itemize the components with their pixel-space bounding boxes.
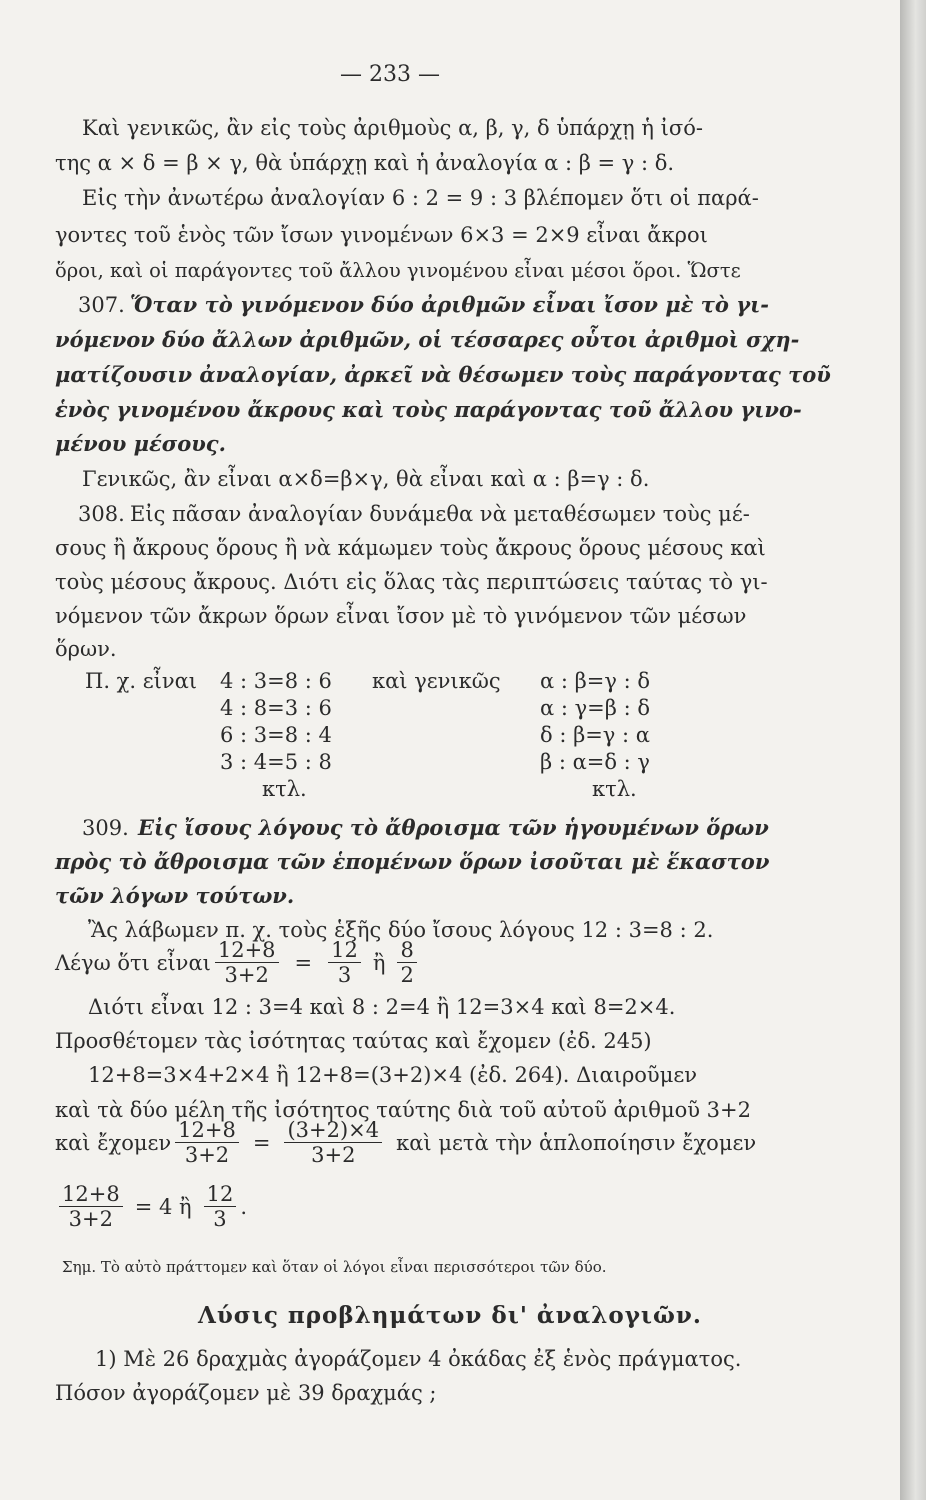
problem-1: 1) Μὲ 26 δραχμὰς ἀγοράζομεν 4 ὀκάδας ἐξ ἑνὸς πράγματος. (95, 1347, 742, 1371)
denominator: 2 (400, 963, 414, 987)
denominator: 3 (337, 963, 352, 987)
example-right-1: α : β=γ : δ (540, 669, 650, 693)
example-right-2: α : γ=β : δ (540, 696, 650, 720)
page-edge (900, 0, 926, 1500)
numerator: 12+8 (59, 1182, 123, 1207)
fraction (215, 938, 279, 987)
denominator: 3 (213, 1207, 227, 1231)
fraction (175, 1118, 239, 1167)
article-number-309: 309. (82, 816, 129, 840)
denominator: 3+2 (68, 1207, 113, 1231)
text-line: Καὶ γενικῶς, ἂν εἰς τοὺς ἀριθμοὺς α, β, γ, δ ὑπάρχῃ ἡ ἰσό- (82, 116, 703, 140)
fraction (328, 938, 361, 987)
text-line: Εἰς πᾶσαν ἀναλογίαν δυνάμεθα νὰ μεταθέσωμεν τοὺς μέ- (130, 502, 750, 526)
text-line: Διότι εἶναι 12 : 3=4 καὶ 8 : 2=4 ἢ 12=3×4 καὶ 8=2×4. (88, 995, 676, 1019)
problem-1-question: Πόσον ἀγοράζομεν μὲ 39 δραχμάς ; (55, 1381, 437, 1405)
denominator: 3+2 (224, 963, 269, 987)
formula-intro: καὶ ἔχομεν (55, 1130, 172, 1155)
article-number-307: 307. (78, 293, 125, 317)
numerator: 12 (204, 1182, 237, 1207)
example-right-etc: κτλ. (592, 777, 637, 801)
theorem-309: Εἰς ἴσους λόγους τὸ ἄθροισμα τῶν ἡγουμένων ὅρων (138, 815, 769, 840)
denominator: 3+2 (311, 1143, 356, 1167)
theorem-307: Ὅταν τὸ γινόμενον δύο ἀριθμῶν εἶναι ἴσον μὲ τὸ γι- (130, 292, 769, 317)
numerator: 12 (328, 938, 361, 963)
text-line: ὅρων. (55, 637, 117, 661)
note: Σημ. Τὸ αὐτὸ πράττομεν καὶ ὅταν οἱ λόγοι εἶναι περισσότεροι τῶν δύο. (62, 1258, 607, 1276)
text-line: Προσθέτομεν τὰς ἰσότητας ταύτας καὶ ἔχομεν (ἐδ. 245) (55, 1029, 652, 1053)
example-left-2: 4 : 8=3 : 6 (220, 696, 332, 720)
text-line: γοντες τοῦ ἑνὸς τῶν ἴσων γινομένων 6×3 = 2×9 εἶναι ἄκροι (55, 223, 708, 247)
example-middle: καὶ γενικῶς (372, 669, 501, 693)
text-line: Ἂς λάβωμεν π. χ. τοὺς ἑξῆς δύο ἴσους λόγους 12 : 3=8 : 2. (88, 918, 714, 942)
fraction (204, 1182, 237, 1231)
text-line: 12+8=3×4+2×4 ἢ 12+8=(3+2)×4 (ἐδ. 264). Διαιροῦμεν (88, 1063, 697, 1087)
text-line: νόμενον τῶν ἄκρων ὅρων εἶναι ἴσον μὲ τὸ γινόμενον τῶν μέσων (55, 604, 747, 628)
text-line: Εἰς τὴν ἀνωτέρω ἀναλογίαν 6 : 2 = 9 : 3 βλέπομεν ὅτι οἱ παρά- (82, 186, 759, 210)
theorem-line: μένου μέσους. (55, 431, 226, 456)
text-line: Γενικῶς, ἂν εἶναι α×δ=β×γ, θὰ εἶναι καὶ α : β=γ : δ. (82, 467, 650, 491)
equals-sign: = (294, 950, 313, 975)
example-right-3: δ : β=γ : α (540, 723, 650, 747)
fraction (59, 1182, 123, 1231)
formula-line (55, 938, 421, 987)
article-number-308: 308. (78, 502, 125, 526)
example-left-etc: κτλ. (262, 777, 307, 801)
formula-text: καὶ μετὰ τὴν ἁπλοποίησιν ἔχομεν (396, 1130, 757, 1155)
text-line: σους ἢ ἄκρους ὅρους ἢ νὰ κάμωμεν τοὺς ἄκρους ὅρους μέσους καὶ (55, 536, 766, 560)
example-prefix: Π. χ. εἶναι (85, 669, 198, 693)
text-line: της α × δ = β × γ, θὰ ὑπάρχῃ καὶ ἡ ἀναλογία α : β = γ : δ. (55, 151, 675, 175)
theorem-line: ματίζουσιν ἀναλογίαν, ἀρκεῖ νὰ θέσωμεν τοὺς παράγοντας τοῦ (55, 362, 831, 387)
formula-line (55, 1118, 756, 1167)
numerator: 12+8 (175, 1118, 239, 1143)
section-heading: Λύσις προβλημάτων δι' ἀναλογιῶν. (198, 1302, 702, 1329)
theorem-line: νόμενον δύο ἄλλων ἀριθμῶν, οἱ τέσσαρες οὗτοι ἀριθμοὶ σχη- (55, 327, 800, 352)
equals-sign: = (252, 1130, 271, 1155)
example-left-3: 6 : 3=8 : 4 (220, 723, 332, 747)
or-word: ἢ (372, 950, 386, 975)
formula-intro: Λέγω ὅτι εἶναι (55, 950, 211, 975)
page-number: — 233 — (340, 62, 440, 87)
denominator: 3+2 (184, 1143, 230, 1167)
formula-line: $\frac{12+8}{3+2}$ = 4 ἢ $\frac{12}{3}$ . (55, 1182, 247, 1231)
theorem-line: τῶν λόγων τούτων. (55, 883, 295, 908)
example-left-4: 3 : 4=5 : 8 (220, 750, 332, 774)
theorem-line: πρὸς τὸ ἄθροισμα τῶν ἑπομένων ὅρων ἰσοῦται μὲ ἕκαστον (55, 849, 770, 874)
text-line: ὅροι, καὶ οἱ παράγοντες τοῦ ἄλλου γινομένου εἶναι μέσοι ὅροι. Ὥστε (55, 259, 741, 282)
text-line: καὶ τὰ δύο μέλη τῆς ἰσότητος ταύτης διὰ τοῦ αὐτοῦ ἀριθμοῦ 3+2 (55, 1098, 751, 1122)
text-line: τοὺς μέσους ἄκρους. Διότι εἰς ὅλας τὰς περιπτώσεις ταύτας τὸ γι- (55, 570, 768, 594)
formula-text: = 4 ἢ (134, 1194, 192, 1219)
numerator: (3+2)×4 (284, 1118, 382, 1143)
example-left-1: 4 : 3=8 : 6 (220, 669, 332, 693)
numerator: 8 (397, 938, 416, 963)
theorem-line: ἑνὸς γινομένου ἄκρους καὶ τοὺς παράγοντας τοῦ ἄλλου γινο- (55, 397, 802, 422)
fraction (397, 938, 416, 987)
example-right-4: β : α=δ : γ (540, 750, 650, 774)
fraction (284, 1118, 382, 1167)
numerator: 12+8 (215, 938, 279, 963)
